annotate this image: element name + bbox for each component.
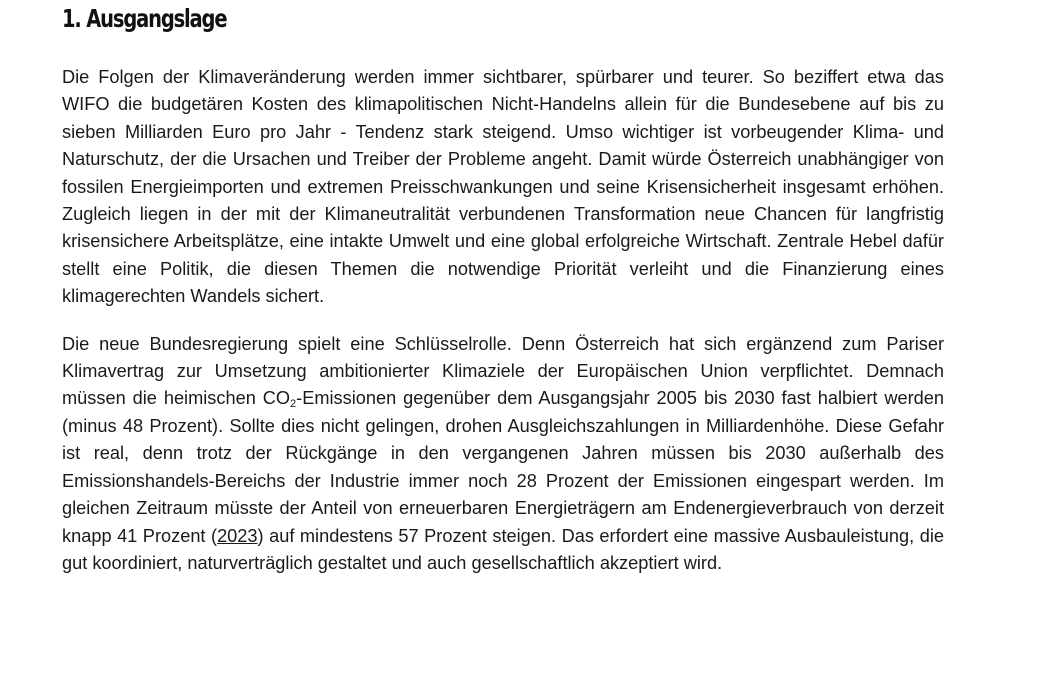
year-2023-link[interactable]: 2023 <box>217 525 258 546</box>
paragraph-situation: Die Folgen der Klimaveränderung werden immer sichtbarer, spürbarer und teurer. So beziffert etwa das WIFO die budgetären Kosten des klimapolitischen Nicht-Handelns allein für die Bundesebene auf bis zu sieben Milliarden Euro pro Jahr - Tendenz stark steigend. Umso wichtiger ist vorbeugender Klima- und Naturschutz, der die Ursachen und Treiber der Probleme angeht. Damit würde Österreich unabhängiger von fossilen Energieimporten und extremen Preisschwankungen und seine Krisensicherheit insgesamt erhöhen. Zugleich liegen in der mit der Klimaneutralität verbundenen Transformation neue Chancen für langfristig krisensichere Arbeitsplätze, eine intakte Umwelt und eine global erfolgreiche Wirtschaft. Zentrale Hebel dafür stellt eine Politik, die diesen Themen die notwendige Priorität verleiht und die Finanzierung eines klimagerechten Wandels sichert. <box>62 67 944 307</box>
paragraph-text-part: Die neue Bundesregierung spielt eine Schlüsselrolle. Denn Österreich hat sich ergänzend zum Pariser Klimavertrag zur Umsetzung ambitionierter Klimaziele der Europäischen Union verpflichtet. Demnach müssen die heimischen CO <box>62 333 944 409</box>
document-page <box>62 0 944 577</box>
section-heading: 1. Ausgangslage <box>62 4 227 33</box>
paragraph-text-part: ) auf mindestens 57 Prozent steigen. Das erfordert eine massive Ausbauleistung, die gut koordiniert, naturverträglich gestaltet und auch gesellschaftlich akzeptiert wird. <box>62 525 944 573</box>
paragraph-text-part: -Emissionen gegenüber dem Ausgangsjahr 2005 bis 2030 fast halbiert werden (minus 48 Prozent). Sollte dies nicht gelingen, drohen Ausgleichszahlungen in Milliardenhöhe. Diese Gefahr ist real, denn trotz der Rückgänge in den vergangenen Jahren müssen bis 2030 außerhalb des Emissionshandels-Bereichs der Industrie immer noch 28 Prozent der Emissionen eingespart werden. Im gleichen Zeitraum müsste der Anteil von erneuerbaren Energieträgern am Endenergieverbrauch von derzeit knapp 41 Prozent ( <box>62 388 945 546</box>
co2-subscript: 2 <box>290 398 297 411</box>
paragraph-government-role <box>62 331 944 578</box>
